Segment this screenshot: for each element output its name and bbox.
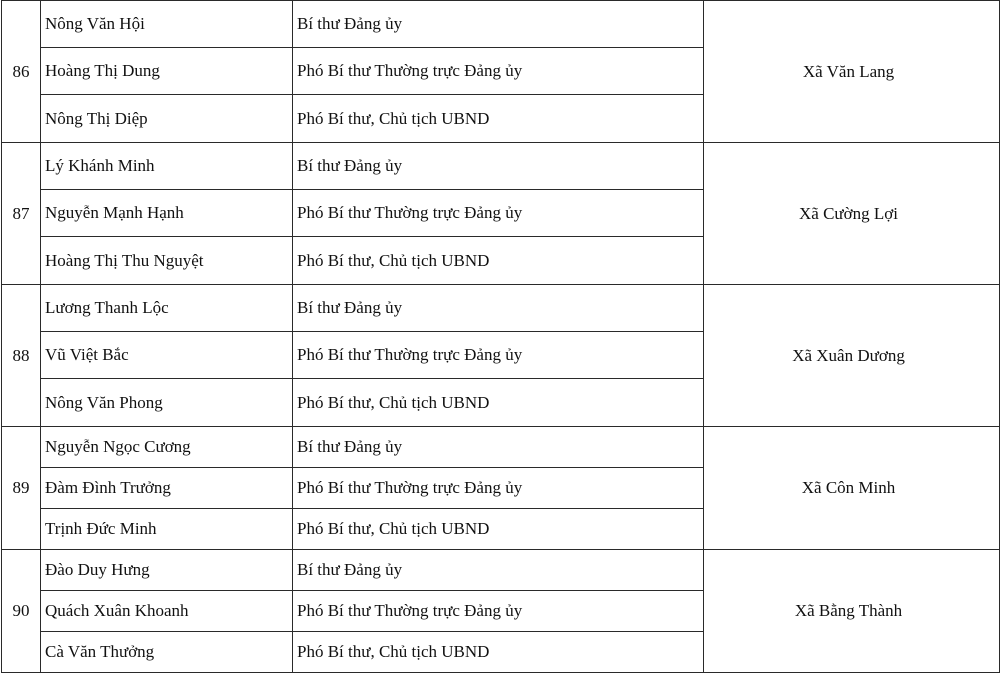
person-position: Phó Bí thư Thường trực Đảng ủy: [293, 190, 704, 237]
person-position: Phó Bí thư, Chủ tịch UBND: [293, 237, 704, 285]
row-number: 86: [2, 1, 41, 143]
person-position: Bí thư Đảng ủy: [293, 285, 704, 332]
person-name: Nông Thị Diệp: [41, 95, 293, 143]
personnel-table: [1, 0, 1000, 673]
commune-name: Xã Văn Lang: [704, 1, 1000, 143]
table-group-88: [2, 285, 1000, 427]
person-position: Bí thư Đảng ủy: [293, 1, 704, 48]
row-number: 90: [2, 550, 41, 673]
commune-name: Xã Xuân Dương: [704, 285, 1000, 427]
person-name: Nông Văn Hội: [41, 1, 293, 48]
person-name: Đào Duy Hưng: [41, 550, 293, 591]
person-name: Trịnh Đức Minh: [41, 509, 293, 550]
person-position: Phó Bí thư Thường trực Đảng ủy: [293, 48, 704, 95]
person-position: Phó Bí thư, Chủ tịch UBND: [293, 95, 704, 143]
person-position: Bí thư Đảng ủy: [293, 143, 704, 190]
commune-name: Xã Cường Lợi: [704, 143, 1000, 285]
person-position: Phó Bí thư Thường trực Đảng ủy: [293, 332, 704, 379]
person-position: Phó Bí thư Thường trực Đảng ủy: [293, 591, 704, 632]
person-position: Phó Bí thư, Chủ tịch UBND: [293, 632, 704, 673]
table-group-86: [2, 1, 1000, 143]
commune-name: Xã Bằng Thành: [704, 550, 1000, 673]
person-position: Phó Bí thư, Chủ tịch UBND: [293, 379, 704, 427]
row-number: 87: [2, 143, 41, 285]
row-number: 89: [2, 427, 41, 550]
person-position: Phó Bí thư, Chủ tịch UBND: [293, 509, 704, 550]
person-name: Hoàng Thị Dung: [41, 48, 293, 95]
person-name: Nông Văn Phong: [41, 379, 293, 427]
person-name: Cà Văn Thưởng: [41, 632, 293, 673]
person-name: Quách Xuân Khoanh: [41, 591, 293, 632]
table-group-89: [2, 427, 1000, 550]
person-name: Vũ Việt Bắc: [41, 332, 293, 379]
table-group-90: [2, 550, 1000, 673]
person-name: Hoàng Thị Thu Nguyệt: [41, 237, 293, 285]
person-name: Đàm Đình Trưởng: [41, 468, 293, 509]
row-number: 88: [2, 285, 41, 427]
person-name: Lý Khánh Minh: [41, 143, 293, 190]
person-name: Nguyễn Mạnh Hạnh: [41, 190, 293, 237]
person-position: Bí thư Đảng ủy: [293, 550, 704, 591]
table-row: [2, 285, 1000, 332]
table-row: [2, 427, 1000, 468]
person-name: Lương Thanh Lộc: [41, 285, 293, 332]
table-row: [2, 143, 1000, 190]
person-name: Nguyễn Ngọc Cương: [41, 427, 293, 468]
person-position: Phó Bí thư Thường trực Đảng ủy: [293, 468, 704, 509]
table-row: [2, 550, 1000, 591]
table-row: [2, 1, 1000, 48]
table-group-87: [2, 143, 1000, 285]
commune-name: Xã Côn Minh: [704, 427, 1000, 550]
person-position: Bí thư Đảng ủy: [293, 427, 704, 468]
